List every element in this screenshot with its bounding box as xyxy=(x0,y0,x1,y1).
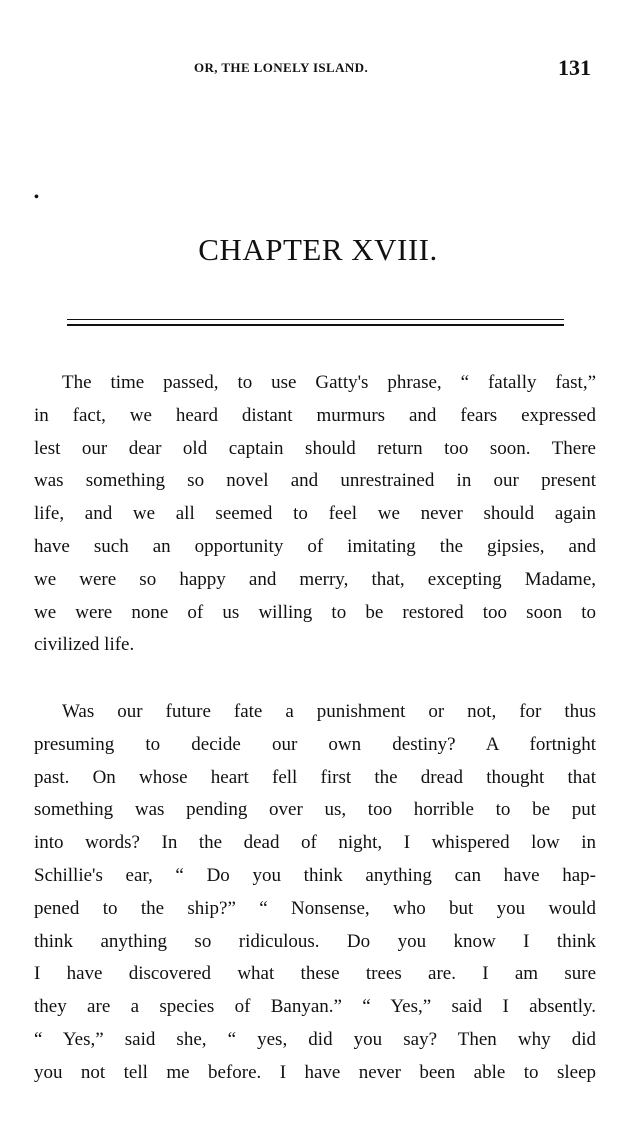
chapter-rule-top xyxy=(67,319,564,320)
text-line: Was our future fate a punishment or not, for thus xyxy=(62,701,596,722)
chapter-rule-bottom xyxy=(67,324,564,326)
text-line: I have discovered what these trees are. I am sure xyxy=(34,963,596,985)
running-head: OR, THE LONELY ISLAND. xyxy=(194,60,369,75)
stray-ink-mark: • xyxy=(34,190,39,205)
body-paragraph-1 xyxy=(34,367,596,662)
text-line: pened to the ship?” “ Nonsense, who but you would xyxy=(34,897,596,919)
page-number: 131 xyxy=(558,55,591,80)
text-line: we were none of us willing to be restored too soon to xyxy=(34,601,596,623)
text-line: into words? In the dead of night, I whispered low in xyxy=(34,832,596,854)
text-line: something was pending over us, too horrible to be put xyxy=(34,799,596,821)
text-line: “ Yes,” said she, “ yes, did you say? Then why did xyxy=(34,1028,596,1050)
text-line: life, and we all seemed to feel we never should again xyxy=(34,503,596,525)
text-line: Schillie's ear, “ Do you think anything can have hap- xyxy=(34,864,596,886)
chapter-title: CHAPTER XVIII. xyxy=(198,232,438,267)
text-line: was something so novel and unrestrained in our present xyxy=(34,470,596,492)
text-line: we were so happy and merry, that, excepting Madame, xyxy=(34,568,596,590)
text-line: past. On whose heart fell first the dread thought that xyxy=(34,766,596,788)
text-line: in fact, we heard distant murmurs and fears expressed xyxy=(34,404,596,426)
text-line: you not tell me before. I have never been able to sleep xyxy=(34,1061,596,1083)
text-line: presuming to decide our own destiny? A fortnight xyxy=(34,733,596,755)
text-line: civilized life. xyxy=(34,634,135,656)
text-line: they are a species of Banyan.” “ Yes,” said I absently. xyxy=(34,996,596,1018)
text-line: lest our dear old captain should return too soon. There xyxy=(34,437,596,459)
text-line: have such an opportunity of imitating the gipsies, and xyxy=(34,535,596,557)
body-paragraph-2 xyxy=(34,696,596,1090)
text-line: The time passed, to use Gatty's phrase, “ fatally fast,” xyxy=(62,372,596,393)
text-line: think anything so ridiculous. Do you know I think xyxy=(34,930,596,952)
